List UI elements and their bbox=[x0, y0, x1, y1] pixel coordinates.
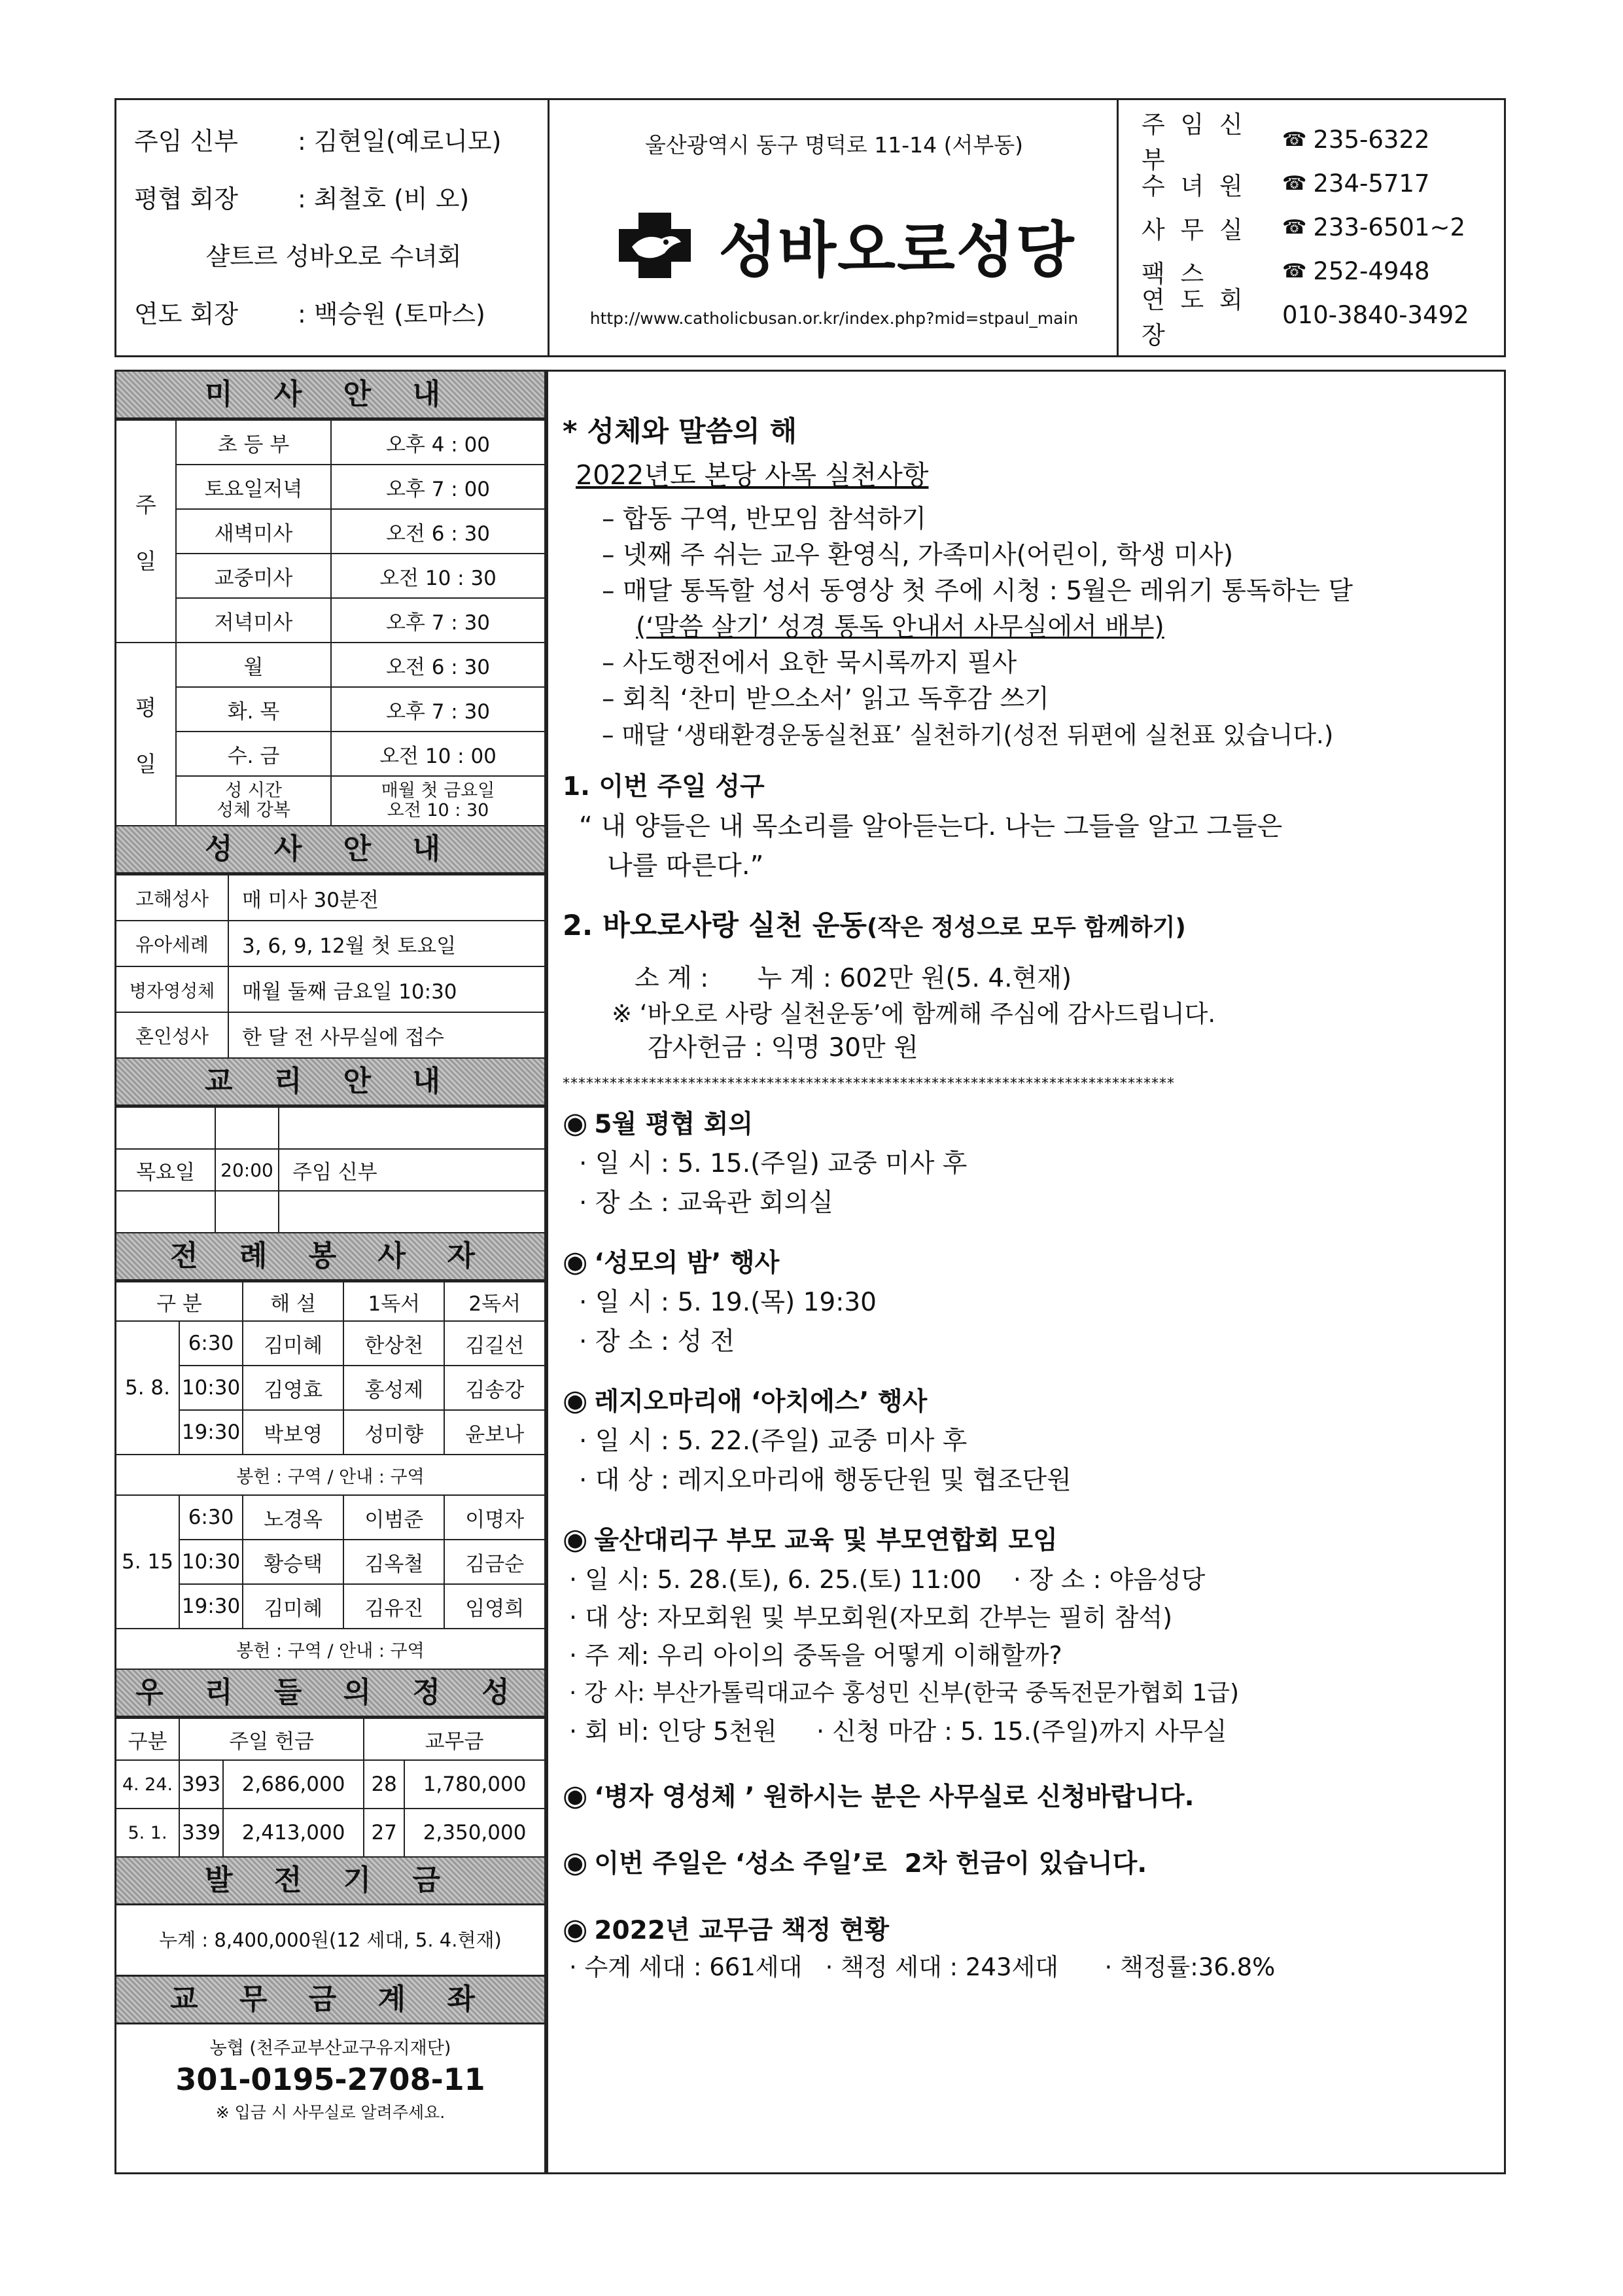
dues-count: 28 bbox=[364, 1760, 404, 1809]
servers-time: 19:30 bbox=[179, 1410, 243, 1455]
telephone-icon: ☎ bbox=[1282, 128, 1307, 151]
contact-pastor: 주 임 신 부 ☎ 235-6322 bbox=[1142, 110, 1430, 174]
mass-name: 토요일저녁 bbox=[176, 465, 331, 509]
fund-total: 누계 : 8,400,000원(12 세대, 5. 4.현재) bbox=[159, 1929, 502, 1951]
offering-header: 교무금 bbox=[364, 1718, 544, 1760]
council-row: 평협 회장 : 최철호 (비 오) bbox=[134, 185, 470, 213]
mass-name: 수. 금 bbox=[176, 732, 331, 776]
offering-count: 393 bbox=[179, 1760, 223, 1809]
mass-time: 오후 7 : 30 bbox=[331, 598, 544, 643]
church-logo-block bbox=[576, 203, 1099, 288]
doctrine-day: 목요일 bbox=[116, 1149, 215, 1191]
mass-time: 오후 7 : 00 bbox=[331, 465, 544, 509]
contact-office: 사 무 실 ☎ 233-6501~2 bbox=[1142, 213, 1466, 244]
server-name: 김송강 bbox=[444, 1366, 544, 1410]
telephone-icon: ☎ bbox=[1282, 260, 1307, 283]
plan-item: – 매달 통독할 성서 동영상 첫 주에 시청 : 5월은 레위기 통독하는 달 bbox=[602, 576, 1353, 606]
offering-header: 구분 bbox=[116, 1718, 179, 1760]
server-name: 김미혜 bbox=[243, 1584, 343, 1629]
sacrament-name: 병자영성체 bbox=[116, 966, 228, 1012]
circle-bullet-icon: ◉ bbox=[563, 1245, 588, 1279]
account-title: 교 무 금 계 좌 bbox=[116, 1975, 544, 2024]
mass-time: 오후 7 : 30 bbox=[331, 687, 544, 732]
servers-time: 19:30 bbox=[179, 1584, 243, 1629]
account-note: ※ 입금 시 사무실로 알려주세요. bbox=[215, 2103, 445, 2122]
servers-header: 1독서 bbox=[343, 1282, 444, 1321]
server-name: 김유진 bbox=[343, 1584, 444, 1629]
notice-line: · 대 상: 자모회원 및 부모회원(자모회 간부는 필히 참석) bbox=[569, 1603, 1173, 1632]
notice-line: · 일 시: 5. 28.(토), 6. 25.(토) 11:00 · 장 소 : 야음성당 bbox=[569, 1565, 1206, 1594]
sacrament-info: 3, 6, 9, 12월 첫 토요일 bbox=[228, 921, 544, 966]
mass-time: 오후 4 : 00 bbox=[331, 420, 544, 465]
scripture-title: 1. 이번 주일 성구 bbox=[563, 772, 765, 802]
servers-time: 10:30 bbox=[179, 1366, 243, 1410]
plan-item: (‘말씀 살기’ 성경 통독 안내서 사무실에서 배부) bbox=[636, 612, 1164, 642]
offering-count: 339 bbox=[179, 1809, 223, 1857]
header-divider-right bbox=[1117, 98, 1119, 357]
sacrament-info: 매월 둘째 금요일 10:30 bbox=[228, 966, 544, 1012]
plan-title: 2022년도 본당 사목 실천사항 bbox=[576, 459, 929, 491]
server-name: 노경옥 bbox=[243, 1495, 343, 1540]
servers-header: 구 분 bbox=[116, 1282, 243, 1321]
offering-table bbox=[116, 1718, 544, 1858]
servers-title: 전 례 봉 사 자 bbox=[116, 1233, 544, 1281]
sacrament-info: 한 달 전 사무실에 접수 bbox=[228, 1012, 544, 1058]
notice-title: ‘성모의 밤’ 행사 bbox=[594, 1248, 780, 1278]
server-name: 김길선 bbox=[444, 1321, 544, 1366]
mass-name: 성 시간 성체 강복 bbox=[176, 776, 331, 826]
notice-7 bbox=[563, 1910, 1498, 1985]
sacrament-title: 성 사 안 내 bbox=[116, 826, 544, 874]
doctrine-time bbox=[215, 1107, 279, 1149]
mass-time: 매월 첫 금요일 오전 10 : 30 bbox=[331, 776, 544, 826]
notice-title: 이번 주일은 ‘성소 주일’로 2차 헌금이 있습니다. bbox=[594, 1849, 1147, 1879]
memorial-row: 연도 회장 : 백승원 (토마스) bbox=[134, 300, 485, 328]
server-name: 이범준 bbox=[343, 1495, 444, 1540]
year-title: * 성체와 말씀의 해 bbox=[563, 415, 797, 448]
mass-table bbox=[116, 419, 544, 826]
plan-item: – 합동 구역, 반모임 참석하기 bbox=[602, 504, 926, 534]
pastor-row: 주임 신부 : 김현일(예로니모) bbox=[134, 127, 502, 156]
notice-4 bbox=[563, 1520, 1498, 1750]
paul-love-line: 감사헌금 : 익명 30만 원 bbox=[648, 1033, 918, 1063]
plan-list bbox=[563, 501, 1498, 753]
servers-date: 5. 8. bbox=[116, 1321, 179, 1455]
circle-bullet-icon: ◉ bbox=[563, 1523, 588, 1556]
main-text bbox=[563, 412, 1498, 1985]
paul-love-line: 소 계 : 누 계 : 602만 원(5. 4.현재) bbox=[635, 964, 1072, 993]
dues-amount: 2,350,000 bbox=[404, 1809, 544, 1857]
doctrine-day bbox=[116, 1107, 215, 1149]
notice-5 bbox=[563, 1776, 1498, 1817]
contact-convent: 수 녀 원 ☎ 234-5717 bbox=[1142, 169, 1430, 200]
circle-bullet-icon: ◉ bbox=[563, 1106, 588, 1140]
doctrine-title: 교 리 안 내 bbox=[116, 1059, 544, 1106]
mass-name: 월 bbox=[176, 643, 331, 687]
offering-title: 우 리 들 의 정 성 bbox=[116, 1670, 544, 1718]
notice-line: · 대 상 : 레지오마리애 행동단원 및 협조단원 bbox=[579, 1466, 1072, 1495]
server-name: 임영희 bbox=[444, 1584, 544, 1629]
doctrine-table bbox=[116, 1106, 544, 1233]
plan-item: – 넷째 주 쉬는 교우 환영식, 가족미사(어린이, 학생 미사) bbox=[602, 540, 1234, 570]
server-name: 성미향 bbox=[343, 1410, 444, 1455]
notice-title: 2022년 교무금 책정 현황 bbox=[594, 1916, 890, 1945]
server-name: 이명자 bbox=[444, 1495, 544, 1540]
servers-table bbox=[116, 1281, 544, 1670]
notice-title: 레지오마리애 ‘아치에스’ 행사 bbox=[594, 1387, 928, 1417]
church-name: 성바오로성당 bbox=[718, 215, 1075, 285]
sacrament-info: 매 미사 30분전 bbox=[228, 875, 544, 921]
notice-2 bbox=[563, 1243, 1498, 1362]
doctrine-time bbox=[215, 1191, 279, 1233]
circle-bullet-icon: ◉ bbox=[563, 1384, 588, 1417]
servers-date: 5. 15 bbox=[116, 1495, 179, 1629]
plan-item: – 매달 ‘생태환경운동실천표’ 실천하기(성전 뒤편에 실천표 있습니다.) bbox=[602, 721, 1334, 749]
servers-note: 봉헌 : 구역 / 안내 : 구역 bbox=[116, 1455, 544, 1495]
server-name: 김옥철 bbox=[343, 1540, 444, 1584]
offering-date: 4. 24. bbox=[116, 1760, 179, 1809]
fund-title: 발 전 기 금 bbox=[116, 1858, 544, 1905]
doctrine-teacher bbox=[279, 1191, 544, 1233]
mass-name: 초 등 부 bbox=[176, 420, 331, 465]
left-column bbox=[114, 370, 546, 2174]
notice-line: · 회 비: 인당 5천원 · 신청 마감 : 5. 15.(주일)까지 사무실 bbox=[569, 1717, 1227, 1746]
server-name: 김금순 bbox=[444, 1540, 544, 1584]
sacrament-name: 유아세례 bbox=[116, 921, 228, 966]
account-bank: 농협 (천주교부산교구유지재단) bbox=[209, 2038, 451, 2058]
notice-3 bbox=[563, 1381, 1498, 1500]
dues-count: 27 bbox=[364, 1809, 404, 1857]
notice-line: · 주 제: 우리 아이의 중독을 어떻게 이해할까? bbox=[569, 1641, 1062, 1670]
offering-header: 주일 헌금 bbox=[179, 1718, 364, 1760]
contact-fax: 팩 스 ☎ 252-4948 bbox=[1142, 257, 1430, 288]
mass-time: 오전 6 : 30 bbox=[331, 509, 544, 554]
server-name: 황승택 bbox=[243, 1540, 343, 1584]
telephone-icon: ☎ bbox=[1282, 172, 1307, 195]
weekday-label: 평 일 bbox=[116, 643, 176, 826]
scripture-line: “ 내 양들은 내 목소리를 알아듣는다. 나는 그들을 알고 그들은 bbox=[579, 811, 1283, 841]
offering-amount: 2,413,000 bbox=[223, 1809, 364, 1857]
mass-title: 미 사 안 내 bbox=[116, 372, 544, 419]
scripture-line: 나를 따른다.” bbox=[607, 851, 764, 881]
circle-bullet-icon: ◉ bbox=[563, 1913, 588, 1946]
servers-header: 2독서 bbox=[444, 1282, 544, 1321]
notice-line: · 일 시 : 5. 15.(주일) 교중 미사 후 bbox=[579, 1149, 968, 1178]
notice-line: · 일 시 : 5. 22.(주일) 교중 미사 후 bbox=[579, 1426, 968, 1456]
server-name: 윤보나 bbox=[444, 1410, 544, 1455]
telephone-icon: ☎ bbox=[1282, 216, 1307, 239]
doctrine-teacher bbox=[279, 1107, 544, 1149]
mass-name: 교중미사 bbox=[176, 554, 331, 598]
notice-line: · 장 소 : 교육관 회의실 bbox=[579, 1188, 833, 1218]
circle-bullet-icon: ◉ bbox=[563, 1779, 588, 1812]
offering-amount: 2,686,000 bbox=[223, 1760, 364, 1809]
doctrine-day bbox=[116, 1191, 215, 1233]
server-name: 김영효 bbox=[243, 1366, 343, 1410]
offering-date: 5. 1. bbox=[116, 1809, 179, 1857]
sacrament-name: 고해성사 bbox=[116, 875, 228, 921]
address: 울산광역시 동구 명덕로 11-14 (서부동) bbox=[644, 132, 1023, 158]
church-logo-icon bbox=[599, 206, 710, 285]
sacrament-name: 혼인성사 bbox=[116, 1012, 228, 1058]
notice-title: 5월 평협 회의 bbox=[594, 1110, 754, 1139]
circle-bullet-icon: ◉ bbox=[563, 1846, 588, 1879]
account-number: 301-0195-2708-11 bbox=[175, 2062, 485, 2097]
mass-time: 오전 10 : 30 bbox=[331, 554, 544, 598]
header-contacts bbox=[1142, 110, 1501, 349]
servers-time: 10:30 bbox=[179, 1540, 243, 1584]
paul-love-title: 2. 바오로사랑 실천 운동 bbox=[563, 910, 867, 942]
server-name: 한상천 bbox=[343, 1321, 444, 1366]
website-url[interactable]: http://www.catholicbusan.or.kr/index.php?mid=stpaul_main bbox=[589, 309, 1079, 328]
sunday-label: 주 일 bbox=[116, 420, 176, 643]
mass-time: 오전 6 : 30 bbox=[331, 643, 544, 687]
sisters-row: 샬트르 성바오로 수녀회 bbox=[205, 242, 462, 271]
sacrament-table bbox=[116, 874, 544, 1059]
mass-time: 오전 10 : 00 bbox=[331, 732, 544, 776]
notice-6 bbox=[563, 1843, 1498, 1884]
paul-love-title-row bbox=[563, 906, 1498, 947]
notice-title: ‘병자 영성체 ’ 원하시는 분은 사무실로 신청바랍니다. bbox=[594, 1782, 1195, 1812]
paul-love-line: ※ ‘바오로 사랑 실천운동’에 함께해 주심에 감사드립니다. bbox=[612, 1000, 1216, 1028]
plan-item: – 사도행전에서 요한 묵시록까지 필사 bbox=[602, 648, 1017, 678]
contact-memorial: 연 도 회 장 010-3840-3492 bbox=[1142, 285, 1469, 349]
paul-love-subtitle: (작은 정성으로 모두 함께하기) bbox=[867, 914, 1186, 941]
plan-item: – 회칙 ‘찬미 받으소서’ 읽고 독후감 쓰기 bbox=[602, 684, 1049, 714]
server-name: 김미혜 bbox=[243, 1321, 343, 1366]
notice-line: · 일 시 : 5. 19.(목) 19:30 bbox=[579, 1288, 877, 1317]
header-divider-left bbox=[548, 98, 550, 357]
servers-time: 6:30 bbox=[179, 1495, 243, 1540]
star-divider: ****************************************************************************** bbox=[563, 1076, 1175, 1092]
notice-title: 울산대리구 부모 교육 및 부모연합회 모임 bbox=[594, 1526, 1058, 1555]
doctrine-time: 20:00 bbox=[215, 1149, 279, 1191]
notice-1 bbox=[563, 1104, 1498, 1223]
servers-time: 6:30 bbox=[179, 1321, 243, 1366]
doctrine-teacher: 주임 신부 bbox=[279, 1149, 544, 1191]
header-left-info bbox=[134, 113, 546, 343]
mass-name: 새벽미사 bbox=[176, 509, 331, 554]
server-name: 홍성제 bbox=[343, 1366, 444, 1410]
mass-name: 화. 목 bbox=[176, 687, 331, 732]
servers-note: 봉헌 : 구역 / 안내 : 구역 bbox=[116, 1629, 544, 1669]
servers-header: 해 설 bbox=[243, 1282, 343, 1321]
server-name: 박보영 bbox=[243, 1410, 343, 1455]
dues-amount: 1,780,000 bbox=[404, 1760, 544, 1809]
mass-name: 저녁미사 bbox=[176, 598, 331, 643]
notice-line: · 수계 세대 : 661세대 · 책정 세대 : 243세대 · 책정률:36.8% bbox=[569, 1953, 1276, 1981]
notice-line: · 장 소 : 성 전 bbox=[579, 1327, 735, 1356]
notice-line: · 강 사: 부산가톨릭대교수 홍성민 신부(한국 중독전문가협회 1급) bbox=[569, 1680, 1240, 1706]
